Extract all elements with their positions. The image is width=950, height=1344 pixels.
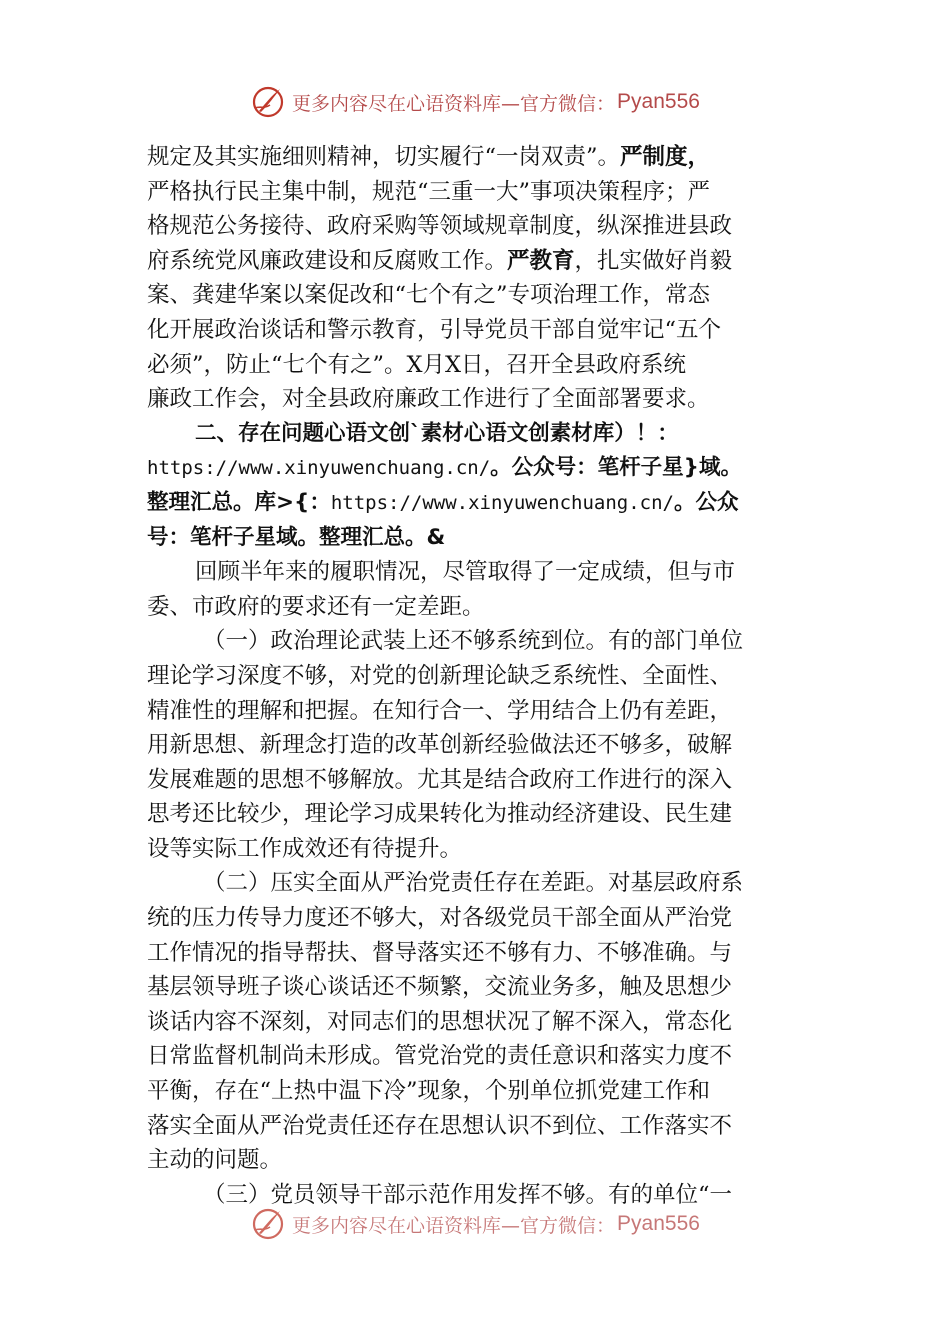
paragraph-line: 回顾半年来的履职情况，尽管取得了一定成绩，但与市 [195, 559, 736, 586]
paragraph-line: 平衡，存在“上热中温下冷”现象，个别单位抓党建工作和 [147, 1078, 711, 1105]
paragraph-line: 设等实际工作成效还有待提升。 [147, 835, 463, 862]
paragraph-line: 主动的问题。 [147, 1147, 283, 1174]
paragraph-line: 精准性的理解和把握。在知行合一、学用结合上仍有差距， [147, 697, 733, 724]
text-line: 府系统党风廉政建设和反腐败工作。严教育，扎实做好肖毅 [147, 247, 733, 274]
paragraph-line: 委、市政府的要求还有一定差距。 [147, 593, 485, 620]
footer-text: 更多内容尽在心语资料库—官方微信： [292, 1214, 616, 1237]
subsection-line: （二）压实全面从严治党责任存在差距。对基层政府系 [203, 870, 744, 897]
quill-logo-icon [250, 1206, 286, 1242]
section-heading: 二、存在问题心语文创`素材心语文创素材库）！： [195, 420, 679, 446]
text-line: 规定及其实施细则精神，切实履行“一岗双责”。严制度， [147, 144, 711, 170]
paragraph-line: 思考还比较少，理论学习成果转化为推动经济建设、民生建 [147, 801, 733, 828]
document-body [147, 140, 811, 1212]
text-line: 廉政工作会，对全县政府廉政工作进行了全面部署要求。 [147, 386, 710, 413]
header-wechat-id: Pyan556 [617, 90, 700, 113]
header-text: 更多内容尽在心语资料库—官方微信： [292, 92, 616, 115]
text-line: 化开展政治谈话和警示教育，引导党员干部自觉牢记“五个 [147, 316, 722, 343]
subsection-line: （三）党员领导干部示范作用发挥不够。有的单位“一 [203, 1181, 733, 1208]
text-line: 格规范公务接待、政府采购等领域规章制度，纵深推进县政 [147, 213, 733, 240]
paragraph-line: 统的压力传导力度还不够大，对各级党员干部全面从严治党 [147, 905, 733, 932]
text-line: 案、龚建华案以案促改和“七个有之”专项治理工作，常态 [147, 282, 711, 309]
page-footer-watermark [0, 1204, 950, 1244]
footer-wechat-id: Pyan556 [617, 1212, 700, 1235]
paragraph-line: 理论学习深度不够，对党的创新理论缺乏系统性、全面性、 [147, 662, 733, 689]
page-header-watermark [0, 82, 950, 122]
paragraph-line: 发展难题的思想不够解放。尤其是结合政府工作进行的深入 [147, 766, 733, 793]
paragraph-line: 工作情况的指导帮扶、督导落实还不够有力、不够准确。与 [147, 939, 733, 966]
paragraph-line: 用新思想、新理念打造的改革创新经验做法还不够多，破解 [147, 732, 733, 759]
quill-logo-icon [250, 84, 286, 120]
section-heading-cont: https://www.xinyuwenchuang.cn/。公众号：笔杆子星}域。 [147, 455, 742, 481]
text-line: 必须”，防止“七个有之”。X月X日，召开全县政府系统 [147, 351, 687, 378]
paragraph-line: 落实全面从严治党责任还存在思想认识不到位、工作落实不 [147, 1112, 733, 1139]
section-heading-cont: 号：笔杆子星域。整理汇总。& [147, 524, 446, 550]
paragraph-line: 基层领导班子谈心谈话还不频繁，交流业务多，触及思想少 [147, 974, 733, 1001]
section-heading-cont: 整理汇总。库>{：https://www.xinyuwenchuang.cn/。公众 [147, 489, 739, 515]
subsection-line: （一）政治理论武装上还不够系统到位。有的部门单位 [203, 628, 744, 655]
paragraph-line: 日常监督机制尚未形成。管党治党的责任意识和落实力度不 [147, 1043, 733, 1070]
text-line: 严格执行民主集中制，规范“三重一大”事项决策程序；严 [147, 178, 711, 205]
paragraph-line: 谈话内容不深刻，对同志们的思想状况了解不深入，常态化 [147, 1008, 733, 1035]
